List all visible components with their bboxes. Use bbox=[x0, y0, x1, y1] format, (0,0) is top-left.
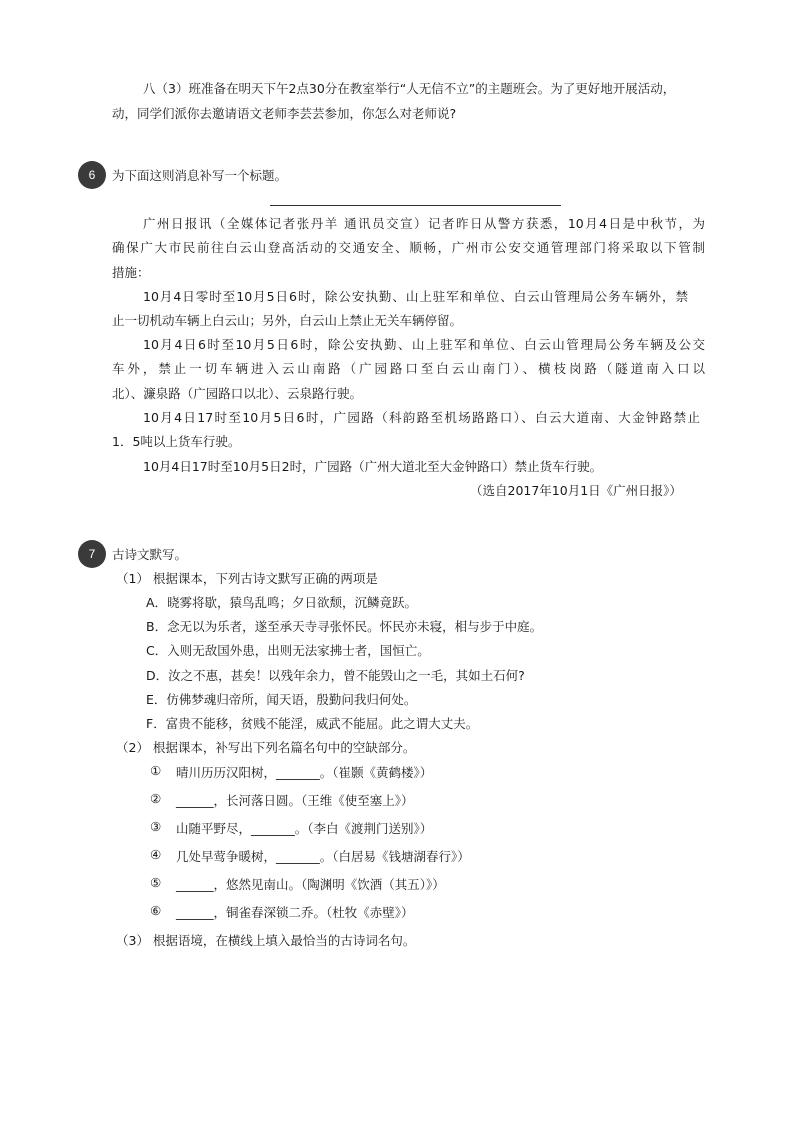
news-line: 1．5吨以上货车行驶。 bbox=[112, 434, 241, 449]
question-number-badge: 7 bbox=[78, 540, 106, 568]
item-number: ④ bbox=[150, 847, 162, 862]
option-a[interactable]: A．晓雾将歇，猿鸟乱鸣；夕日欲颓，沉鳞竟跃。 bbox=[146, 595, 418, 610]
fill-in-item[interactable]: ______，铜雀春深锁二乔。（杜牧《赤壁》） bbox=[176, 905, 414, 920]
news-line: 确保广大市民前往白云山登高活动的交通安全、顺畅，广州市公安交通管理部门将采取以下管制 bbox=[112, 240, 705, 255]
intro-line-1: 八（3）班准备在明天下午2点30分在教室举行“人无信不立”的主题班会。为了更好地开展活动， bbox=[143, 81, 676, 96]
option-f[interactable]: F．富贵不能移，贫贱不能淫，威武不能屈。此之谓大丈夫。 bbox=[146, 716, 479, 731]
fill-in-item[interactable]: 几处早莺争暖树，_______。（白居易《钱塘湖春行》） bbox=[176, 849, 470, 864]
intro-line-2: 动，同学们派你去邀请语文老师李芸芸参加，你怎么对老师说? bbox=[112, 106, 457, 121]
option-e[interactable]: E．仿佛梦魂归帝所，闻天语，殷勤问我归何处。 bbox=[146, 692, 417, 707]
news-line: 止一切机动车辆上白云山；另外，白云山上禁止无关车辆停留。 bbox=[112, 313, 463, 328]
news-line: 北）、濂泉路（广园路口以北）、云泉路行驶。 bbox=[112, 386, 363, 401]
item-number: ② bbox=[150, 791, 162, 806]
item-number: ⑤ bbox=[150, 875, 162, 890]
fill-in-item[interactable]: ______，悠然见南山。（陶渊明《饮酒（其五）》） bbox=[176, 877, 445, 892]
news-line: 车外，禁止一切车辆进入云山南路（广园路口至白云山南门）、横枝岗路（隧道南入口以 bbox=[112, 361, 705, 376]
news-line: 10月4日零时至10月5日6时，除公安执勤、山上驻军和单位、白云山管理局公务车辆外，禁 bbox=[143, 289, 688, 304]
fill-in-item[interactable]: 山随平野尽，_______。（李白《渡荆门送别》） bbox=[176, 821, 433, 836]
part-3-label: （3） 根据语境，在横线上填入最恰当的古诗词名句。 bbox=[116, 933, 416, 948]
item-number: ③ bbox=[150, 819, 162, 834]
news-line: 广州日报讯（全媒体记者张丹羊 通讯员交宣）记者昨日从警方获悉，10月4日是中秋节，为 bbox=[143, 216, 705, 231]
news-line: 10月4日17时至10月5日2时，广园路（广州大道北至大金钟路口）禁止货车行驶。 bbox=[143, 459, 603, 474]
title-blank-line[interactable] bbox=[270, 205, 561, 206]
fill-in-item[interactable]: 晴川历历汉阳树，_______。（崔颢《黄鹤楼》） bbox=[176, 765, 433, 780]
question-prompt: 古诗文默写。 bbox=[112, 547, 188, 562]
option-d[interactable]: D．汝之不惠，甚矣！以残年余力，曾不能毁山之一毛，其如土石何? bbox=[146, 668, 525, 683]
question-number-badge: 6 bbox=[78, 161, 106, 189]
option-b[interactable]: B．念无以为乐者，遂至承天寺寻张怀民。怀民亦未寝，相与步于中庭。 bbox=[146, 619, 543, 634]
fill-in-item[interactable]: ______，长河落日圆。（王维《使至塞上》） bbox=[176, 793, 414, 808]
option-c[interactable]: C．入则无敌国外患，出则无法家拂士者，国恒亡。 bbox=[146, 643, 430, 658]
part-1-label: （1） 根据课本，下列古诗文默写正确的两项是 bbox=[116, 571, 378, 586]
news-source: （选自2017年10月1日《广州日报》） bbox=[470, 483, 682, 498]
news-line: 10月4日17时至10月5日6时，广园路（科韵路至机场路路口）、白云大道南、大金钟路禁止 bbox=[143, 410, 700, 425]
news-line: 措施： bbox=[112, 265, 150, 280]
question-prompt: 为下面这则消息补写一个标题。 bbox=[112, 168, 288, 183]
item-number: ⑥ bbox=[150, 903, 162, 918]
part-2-label: （2） 根据课本，补写出下列名篇名句中的空缺部分。 bbox=[116, 740, 416, 755]
news-line: 10月4日6时至10月5日6时，除公安执勤、山上驻军和单位、白云山管理局公务车辆及公交 bbox=[143, 337, 705, 352]
item-number: ① bbox=[150, 763, 162, 778]
